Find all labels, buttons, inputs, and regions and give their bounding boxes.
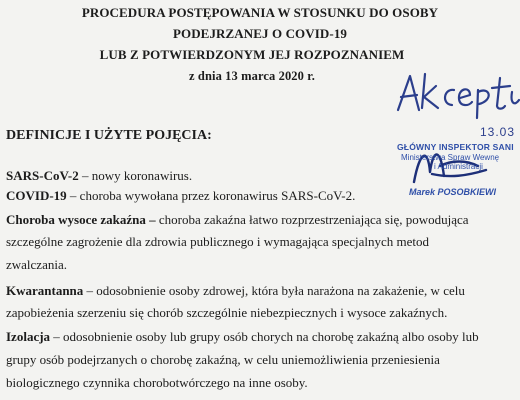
text-kwarantanna-1: – odosobnienie osoby zdrowej, która była narażona na zakażenie, w celu: [83, 283, 465, 298]
text-kwarantanna-2: zapobieżenia szerzeniu się chorób szczególnie niebezpiecznych i wysoce zakaźnych.: [6, 305, 448, 320]
section-heading: DEFINICJE I UŻYTE POJĘCIA:: [6, 128, 212, 143]
text-izolacja-2: grupy osób podejrzanych o chorobę zakaźną, w celu uniemożliwienia przeniesienia: [6, 352, 440, 367]
approval-date-stamp: 13.03: [480, 125, 516, 139]
stamp-ministry-2: i Administracji: [434, 162, 483, 171]
document-date: z dnia 13 marca 2020 r.: [189, 69, 315, 83]
title-line-3: LUB Z POTWIERDZONYM JEJ ROZPOZNANIEM: [99, 47, 405, 62]
term-kwarantanna: Kwarantanna: [6, 283, 84, 298]
text-izolacja-1: – odosobnienie osoby lub grupy osób chorych na chorobę zakaźną albo osoby lub: [50, 329, 479, 344]
term-izolacja: Izolacja: [6, 329, 51, 344]
title-line-2: PODEJRZANEJ O COVID-19: [172, 26, 348, 41]
term-covid: COVID-19: [6, 188, 67, 203]
term-sars: SARS-CoV-2: [6, 168, 79, 183]
stamp-official-name: Marek POSOBKIEWI: [409, 187, 497, 197]
term-choroba: Choroba wysoce zakaźna –: [6, 212, 156, 227]
stamp-title: GŁÓWNY INSPEKTOR SANI: [397, 142, 514, 152]
text-izolacja-3: biologicznego czynnika chorobotwórczego na inne osoby.: [6, 375, 308, 390]
text-choroba-1: choroba zakaźna łatwo rozprzestrzeniająca się, powodująca: [155, 212, 469, 227]
text-choroba-2: szczególne zagrożenie dla zdrowia publicznego i wymagająca specjalnych metod: [6, 234, 430, 249]
text-sars: – nowy koronawirus.: [78, 168, 193, 183]
stamp-ministry: Ministerstwa Spraw Wewnę: [401, 153, 500, 162]
title-line-1: PROCEDURA POSTĘPOWANIA W STOSUNKU DO OSOBY: [81, 5, 439, 20]
text-choroba-3: zwalczania.: [6, 257, 67, 272]
text-covid: – choroba wywołana przez koronawirus SARS-CoV-2.: [66, 188, 356, 203]
